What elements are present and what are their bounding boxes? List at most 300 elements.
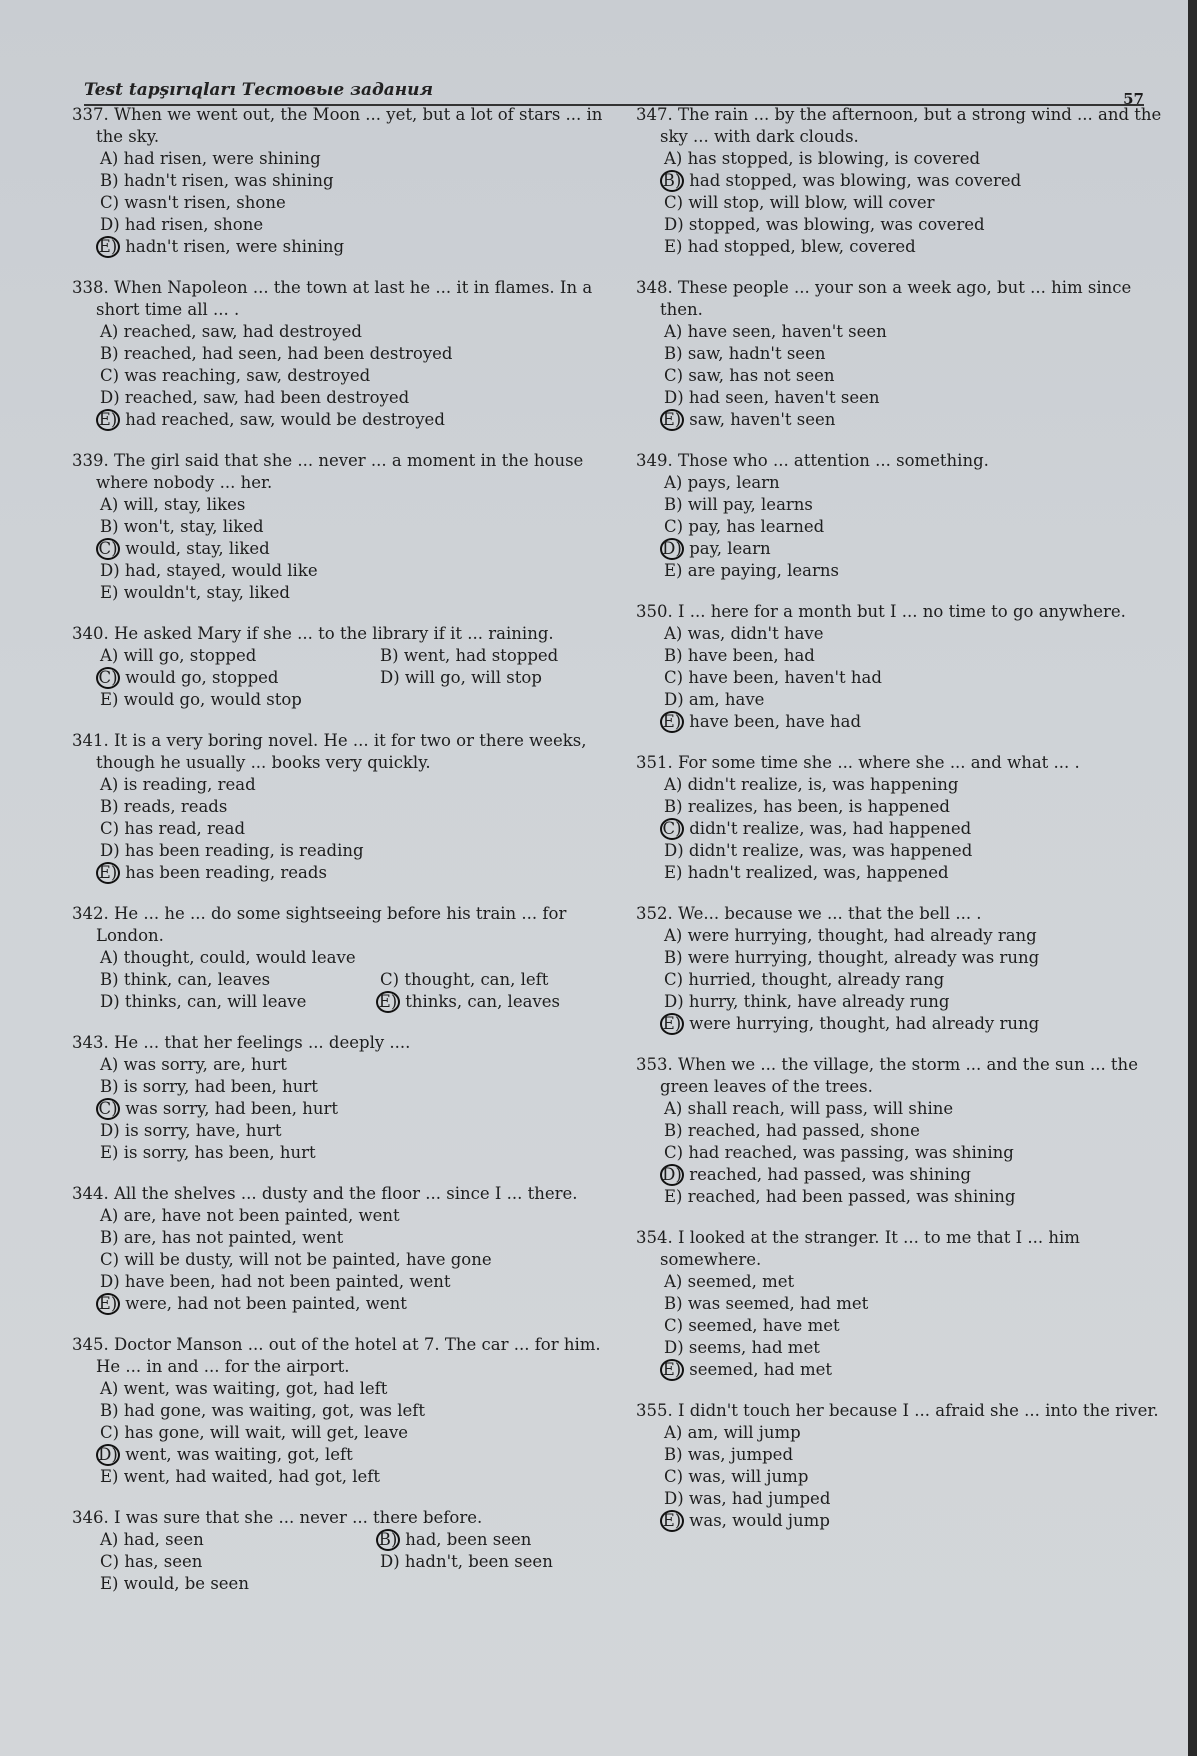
option-text: are, have not been painted, went [123,1206,400,1225]
answer-option-selected [72,1444,612,1466]
option-letter: B) [664,1445,683,1464]
answer-option [636,494,1176,516]
question [72,450,612,604]
answer-option [636,1315,1176,1337]
option-text: went, was waiting, got, left [125,1445,353,1464]
question [72,903,612,1013]
answer-option [72,365,612,387]
answer-option-selected [636,1359,1176,1381]
answer-option [72,494,612,516]
option-text: thought, can, left [404,970,549,989]
option-letter: C) [100,366,120,385]
question-text: 352. We... because we ... that the bell ... . [636,904,982,923]
answer-option-selected [72,236,612,258]
answer-option-selected [72,409,612,431]
answer-options [72,1529,612,1595]
option-letter: A) [664,1272,683,1291]
answer-option [352,969,612,991]
answer-option [636,214,1176,236]
option-letter: E) [376,991,400,1013]
answer-options [636,1422,1176,1532]
option-letter: C) [96,667,120,689]
answer-option [72,796,612,818]
question-text: 346. I was sure that she ... never ... there before. [72,1508,483,1527]
option-text: was sorry, are, hurt [123,1055,287,1074]
option-letter: A) [100,1530,119,1549]
option-letter: E) [664,863,683,882]
question [636,1400,1176,1532]
option-letter: C) [664,1316,684,1335]
option-text: were hurrying, thought, had already rung [689,1014,1040,1033]
answer-option [72,1422,612,1444]
question-text: 354. I looked at the stranger. It ... to me that I ... him somewhere. [636,1228,1080,1269]
option-letter: D) [664,690,684,709]
option-letter: C) [96,1098,120,1120]
option-text: went, was waiting, got, had left [123,1379,388,1398]
option-letter: A) [100,1055,119,1074]
answer-option [636,991,1176,1013]
answer-option [72,1573,352,1595]
option-text: hadn't, been seen [404,1552,553,1571]
answer-options [72,1205,612,1315]
question [72,623,612,711]
answer-option-selected [352,1529,612,1551]
answer-option [636,192,1176,214]
answer-options [636,623,1176,733]
answer-option-selected [636,1510,1176,1532]
question [636,104,1176,258]
option-letter: A) [664,322,683,341]
answer-option [636,236,1176,258]
answer-option [72,1227,612,1249]
option-text: seems, had met [688,1338,820,1357]
option-text: reads, reads [123,797,228,816]
answer-option [72,1076,612,1098]
option-text: had reached, saw, would be destroyed [125,410,445,429]
option-text: is sorry, have, hurt [124,1121,282,1140]
answer-option [636,1422,1176,1444]
option-text: seemed, have met [688,1316,840,1335]
question-text: 339. The girl said that she ... never ... a moment in the house where nobody ... her. [72,451,584,492]
answer-option [636,925,1176,947]
answer-option-selected [72,1098,612,1120]
answer-option [352,645,612,667]
page-header [84,64,1144,106]
option-text: reached, had been passed, was shining [687,1187,1016,1206]
answer-option [636,862,1176,884]
answer-option [636,387,1176,409]
option-letter: E) [100,583,119,602]
answer-option-selected [636,170,1176,192]
answer-option [636,1271,1176,1293]
option-letter: C) [100,193,120,212]
option-text: reached, had passed, was shining [689,1165,971,1184]
option-text: was seemed, had met [687,1294,869,1313]
option-letter: A) [664,624,683,643]
option-text: has stopped, is blowing, is covered [687,149,981,168]
answer-options [72,1378,612,1488]
option-letter: A) [100,322,119,341]
option-letter: D) [660,538,684,560]
question [72,1183,612,1315]
option-text: won't, stay, liked [123,517,264,536]
option-text: would, stay, liked [125,539,270,558]
option-text: had, stayed, would like [124,561,318,580]
answer-options [636,774,1176,884]
option-text: will be dusty, will not be painted, have gone [124,1250,492,1269]
option-letter: C) [664,193,684,212]
option-letter: C) [664,366,684,385]
answer-option-selected [636,538,1176,560]
option-letter: E) [96,409,120,431]
option-letter: E) [664,1187,683,1206]
answer-option [636,947,1176,969]
option-letter: C) [664,1143,684,1162]
question-text: 344. All the shelves ... dusty and the floor ... since I ... there. [72,1184,578,1203]
option-letter: B) [100,1077,119,1096]
answer-option-selected [636,409,1176,431]
question [636,752,1176,884]
option-letter: E) [96,862,120,884]
answer-option [636,1186,1176,1208]
option-letter: B) [100,517,119,536]
option-letter: A) [100,775,119,794]
option-letter: A) [664,775,683,794]
answer-options [636,148,1176,258]
answer-option [636,623,1176,645]
question-text: 351. For some time she ... where she ... and what ... . [636,753,1080,772]
option-letter: D) [664,841,684,860]
question-text: 345. Doctor Manson ... out of the hotel at 7. The car ... for him. He ... in and ... for the airport. [72,1335,601,1376]
answer-option [636,689,1176,711]
option-letter: E) [660,1359,684,1381]
option-text: reached, saw, had been destroyed [124,388,410,407]
answer-option-selected [636,818,1176,840]
answer-options [72,1054,612,1164]
question-text: 353. When we ... the village, the storm ... and the sun ... the green leaves of the trees. [636,1055,1138,1096]
answer-option [72,645,352,667]
option-letter: A) [664,926,683,945]
option-text: will pay, learns [687,495,813,514]
answer-option [352,667,612,689]
option-letter: B) [100,1228,119,1247]
answer-option-selected [352,991,612,1013]
question-text: 342. He ... he ... do some sightseeing before his train ... for London. [72,904,567,945]
answer-option [636,1337,1176,1359]
option-letter: B) [100,171,119,190]
answer-options [636,321,1176,431]
option-text: didn't realize, is, was happening [687,775,959,794]
answer-options [72,148,612,258]
option-letter: D) [664,388,684,407]
answer-option [72,818,612,840]
answer-option [72,1466,612,1488]
answer-option [72,170,612,192]
answer-option [72,148,612,170]
left-column [72,104,612,1614]
answer-option [72,774,612,796]
option-text: has read, read [124,819,246,838]
option-text: have been, haven't had [688,668,882,687]
option-letter: B) [664,646,683,665]
answer-option [72,947,356,969]
option-letter: E) [664,237,683,256]
question-text: 337. When we went out, the Moon ... yet, but a lot of stars ... in the sky. [72,105,603,146]
option-text: saw, haven't seen [689,410,836,429]
answer-option [636,1120,1176,1142]
option-letter: E) [96,1293,120,1315]
option-letter: D) [660,1164,684,1186]
answer-option [72,1142,612,1164]
option-letter: C) [664,970,684,989]
option-letter: E) [660,409,684,431]
answer-options [72,494,612,604]
option-text: stopped, was blowing, was covered [688,215,985,234]
question [636,601,1176,733]
answer-option [72,1529,352,1551]
option-letter: C) [100,819,120,838]
option-letter: D) [664,992,684,1011]
option-letter: B) [100,344,119,363]
answer-option [72,1400,612,1422]
option-letter: A) [100,1379,119,1398]
option-letter: E) [100,1467,119,1486]
question-text: 348. These people ... your son a week ago, but ... him since then. [636,278,1132,319]
answer-option [636,969,1176,991]
answer-option [636,774,1176,796]
question-text: 355. I didn't touch her because I ... afraid she ... into the river. [636,1401,1159,1420]
option-text: reached, had passed, shone [687,1121,920,1140]
answer-option [636,560,1176,582]
answer-option [636,1142,1176,1164]
option-text: pays, learn [687,473,780,492]
option-letter: D) [380,1552,400,1571]
answer-option [636,1293,1176,1315]
answer-option [72,1205,612,1227]
option-text: thinks, can, will leave [124,992,307,1011]
option-letter: A) [100,149,119,168]
answer-options [636,925,1176,1035]
option-letter: E) [660,711,684,733]
answer-option [72,560,612,582]
option-letter: C) [660,818,684,840]
option-letter: E) [100,1143,119,1162]
answer-options [636,472,1176,582]
option-text: is sorry, has been, hurt [123,1143,316,1162]
answer-option [352,1551,612,1573]
option-text: am, have [688,690,765,709]
answer-option [72,689,352,711]
option-letter: C) [380,970,400,989]
option-text: has been reading, reads [125,863,327,882]
question [636,450,1176,582]
answer-option [636,1488,1176,1510]
page-title: Test tapşırıqları Тестовые задания [84,80,434,100]
option-letter: B) [664,948,683,967]
option-text: had gone, was waiting, got, was left [123,1401,426,1420]
answer-options [72,774,612,884]
question-text: 338. When Napoleon ... the town at last he ... it in flames. In a short time all ... . [72,278,593,319]
option-text: would go, stopped [125,668,279,687]
option-letter: E) [100,1574,119,1593]
option-text: had stopped, was blowing, was covered [689,171,1022,190]
option-text: had reached, was passing, was shining [688,1143,1014,1162]
option-letter: C) [100,1250,120,1269]
answer-option [636,1098,1176,1120]
answer-option [72,192,612,214]
option-text: have been, had [687,646,815,665]
option-text: would go, would stop [123,690,302,709]
answer-option [72,582,612,604]
option-letter: C) [100,1423,120,1442]
option-text: saw, hadn't seen [687,344,826,363]
option-letter: D) [100,215,120,234]
option-letter: A) [100,948,119,967]
option-text: was reaching, saw, destroyed [124,366,371,385]
answer-option [72,1249,612,1271]
question [72,1032,612,1164]
option-text: will go, stopped [123,646,257,665]
answer-option [636,516,1176,538]
option-text: was, would jump [689,1511,830,1530]
option-letter: D) [664,215,684,234]
option-text: reached, saw, had destroyed [123,322,362,341]
option-letter: D) [380,668,400,687]
answer-option [636,840,1176,862]
option-letter: D) [664,1489,684,1508]
option-text: went, had stopped [403,646,559,665]
question-text: 347. The rain ... by the afternoon, but a strong wind ... and the sky ... with dark clouds. [636,105,1162,146]
answer-option-selected [636,1164,1176,1186]
option-text: have been, had not been painted, went [124,1272,451,1291]
option-text: has been reading, is reading [124,841,364,860]
option-letter: B) [664,344,683,363]
answer-option [636,148,1176,170]
option-text: were hurrying, thought, already was rung [687,948,1040,967]
answer-option [636,365,1176,387]
option-letter: D) [100,992,120,1011]
option-letter: A) [100,646,119,665]
option-letter: C) [100,1552,120,1571]
answer-option [636,796,1176,818]
option-text: will, stay, likes [123,495,246,514]
option-letter: A) [100,1206,119,1225]
answer-option [72,1054,612,1076]
answer-option [72,991,352,1013]
answer-option-selected [72,1293,612,1315]
option-text: have seen, haven't seen [687,322,887,341]
answer-option [636,343,1176,365]
option-text: had, seen [123,1530,204,1549]
question [72,277,612,431]
answer-option [72,1271,612,1293]
question [636,277,1176,431]
option-text: am, will jump [687,1423,801,1442]
option-text: was, had jumped [688,1489,831,1508]
option-text: seemed, met [687,1272,795,1291]
option-text: wouldn't, stay, liked [123,583,290,602]
option-text: pay, has learned [688,517,825,536]
option-text: has gone, will wait, will get, leave [124,1423,409,1442]
option-text: thought, could, would leave [123,948,356,967]
answer-option [636,321,1176,343]
option-text: hurry, think, have already rung [688,992,950,1011]
option-letter: B) [100,797,119,816]
question-text: 349. Those who ... attention ... something. [636,451,989,470]
answer-option [72,387,612,409]
option-text: had, been seen [405,1530,532,1549]
option-text: pay, learn [689,539,771,558]
answer-option [72,840,612,862]
option-text: would, be seen [123,1574,249,1593]
answer-option-selected [72,862,612,884]
question [636,903,1176,1035]
answer-option [636,1444,1176,1466]
option-letter: E) [660,1013,684,1035]
option-letter: D) [100,388,120,407]
option-text: think, can, leaves [123,970,271,989]
option-text: didn't realize, was, had happened [689,819,972,838]
option-text: went, had waited, had got, left [123,1467,380,1486]
option-text: are, has not painted, went [123,1228,344,1247]
option-letter: B) [100,1401,119,1420]
option-text: is sorry, had been, hurt [123,1077,318,1096]
option-text: hurried, thought, already rang [688,970,945,989]
option-text: seemed, had met [689,1360,833,1379]
answer-options [72,321,612,431]
option-letter: C) [96,538,120,560]
option-text: was, jumped [687,1445,794,1464]
option-text: had stopped, blew, covered [687,237,916,256]
question [72,1334,612,1488]
question-text: 350. I ... here for a month but I ... no time to go anywhere. [636,602,1126,621]
option-letter: E) [664,561,683,580]
answer-options [636,1098,1176,1208]
question [72,104,612,258]
page-number: 57 [1123,90,1144,108]
option-letter: D) [100,1272,120,1291]
option-text: had seen, haven't seen [688,388,880,407]
option-text: realizes, has been, is happened [687,797,950,816]
option-text: are paying, learns [687,561,840,580]
answer-option [636,1466,1176,1488]
option-text: reached, had seen, had been destroyed [123,344,453,363]
question-text: 340. He asked Mary if she ... to the library if it ... raining. [72,624,554,643]
option-text: shall reach, will pass, will shine [687,1099,954,1118]
answer-option-selected [636,1013,1176,1035]
option-text: was sorry, had been, hurt [125,1099,338,1118]
option-text: wasn't risen, shone [124,193,286,212]
answer-option [72,1120,612,1142]
answer-options [636,1271,1176,1381]
option-letter: B) [664,797,683,816]
option-text: have been, have had [689,712,862,731]
answer-option [72,969,352,991]
option-letter: C) [664,517,684,536]
option-letter: D) [100,561,120,580]
option-text: had risen, shone [124,215,264,234]
option-text: is reading, read [123,775,256,794]
option-letter: D) [664,1338,684,1357]
answer-option [636,645,1176,667]
option-letter: E) [100,690,119,709]
answer-option [636,472,1176,494]
right-column [636,104,1176,1551]
option-text: didn't realize, was, was happened [688,841,973,860]
option-text: will go, will stop [404,668,542,687]
question [72,730,612,884]
answer-option [72,343,612,365]
